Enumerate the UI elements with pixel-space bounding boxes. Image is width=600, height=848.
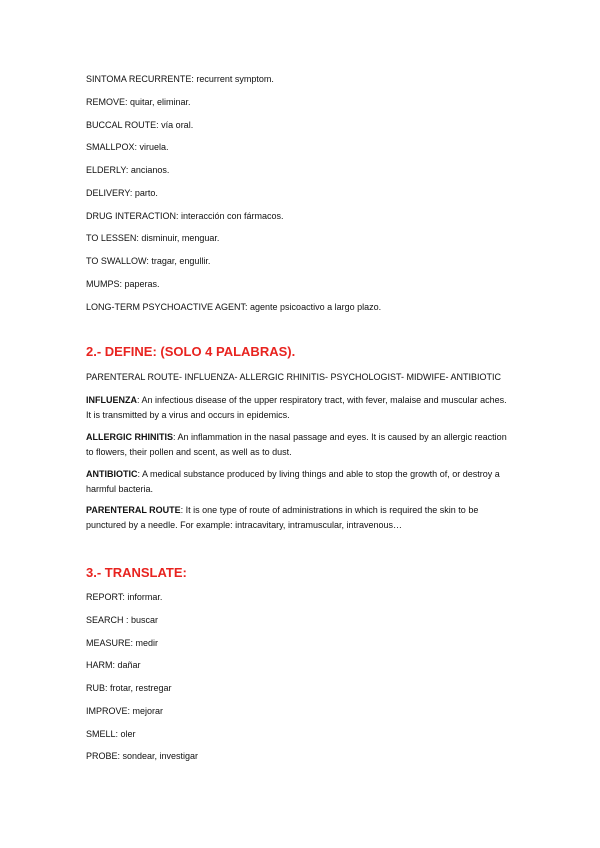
- definition-allergic-rhinitis: [86, 430, 514, 459]
- definition-parenteral-route: [86, 503, 514, 532]
- definition-text: : An infectious disease of the upper respiratory tract, with fever, malaise and muscular aches. It is transmitted by a virus and occurs in epidemics.: [86, 395, 507, 420]
- section-3-heading: 3.- TRANSLATE:: [86, 565, 187, 580]
- definition-term: ANTIBIOTIC: [86, 469, 138, 479]
- translate-item: RUB: frotar, restregar: [86, 683, 172, 693]
- section-2-heading: 2.- DEFINE: (SOLO 4 PALABRAS).: [86, 344, 296, 359]
- vocab-item: LONG-TERM PSYCHOACTIVE AGENT: agente psicoactivo a largo plazo.: [86, 302, 382, 312]
- define-word-list: PARENTERAL ROUTE- INFLUENZA- ALLERGIC RHINITIS- PSYCHOLOGIST- MIDWIFE- ANTIBIOTIC: [86, 372, 502, 382]
- vocab-item: ELDERLY: ancianos.: [86, 165, 170, 175]
- definition-term: ALLERGIC RHINITIS: [86, 432, 173, 442]
- definition-term: PARENTERAL ROUTE: [86, 505, 181, 515]
- vocab-item: BUCCAL ROUTE: vía oral.: [86, 120, 194, 130]
- vocab-item: DRUG INTERACTION: interacción con fármacos.: [86, 211, 284, 221]
- definition-text: : An inflammation in the nasal passage and eyes. It is caused by an allergic reaction to flowers, their pollen and scent, as well as to dust.: [86, 432, 507, 457]
- vocab-item: DELIVERY: parto.: [86, 188, 158, 198]
- definition-text: : A medical substance produced by living things and able to stop the growth of, or destroy a harmful bacteria.: [86, 469, 500, 494]
- definition-influenza: [86, 393, 514, 422]
- translate-item: IMPROVE: mejorar: [86, 706, 164, 716]
- definition-antibiotic: [86, 467, 514, 496]
- translate-item: MEASURE: medir: [86, 638, 159, 648]
- vocab-item: TO LESSEN: disminuir, menguar.: [86, 233, 220, 243]
- translate-item: SEARCH : buscar: [86, 615, 159, 625]
- translate-item: SMELL: oler: [86, 729, 136, 739]
- translate-item: REPORT: informar.: [86, 592, 163, 602]
- translate-item: PROBE: sondear, investigar: [86, 751, 199, 761]
- vocab-item: SINTOMA RECURRENTE: recurrent symptom.: [86, 74, 274, 84]
- vocab-item: REMOVE: quitar, eliminar.: [86, 97, 191, 107]
- vocab-item: SMALLPOX: viruela.: [86, 142, 169, 152]
- vocab-item: TO SWALLOW: tragar, engullir.: [86, 256, 211, 266]
- definition-text: : It is one type of route of administrations in which is required the skin to be punctured by a needle. For example: intracavitary, intramuscular, intravenous…: [86, 505, 479, 530]
- vocab-item: MUMPS: paperas.: [86, 279, 160, 289]
- definition-term: INFLUENZA: [86, 395, 137, 405]
- translate-item: HARM: dañar: [86, 660, 141, 670]
